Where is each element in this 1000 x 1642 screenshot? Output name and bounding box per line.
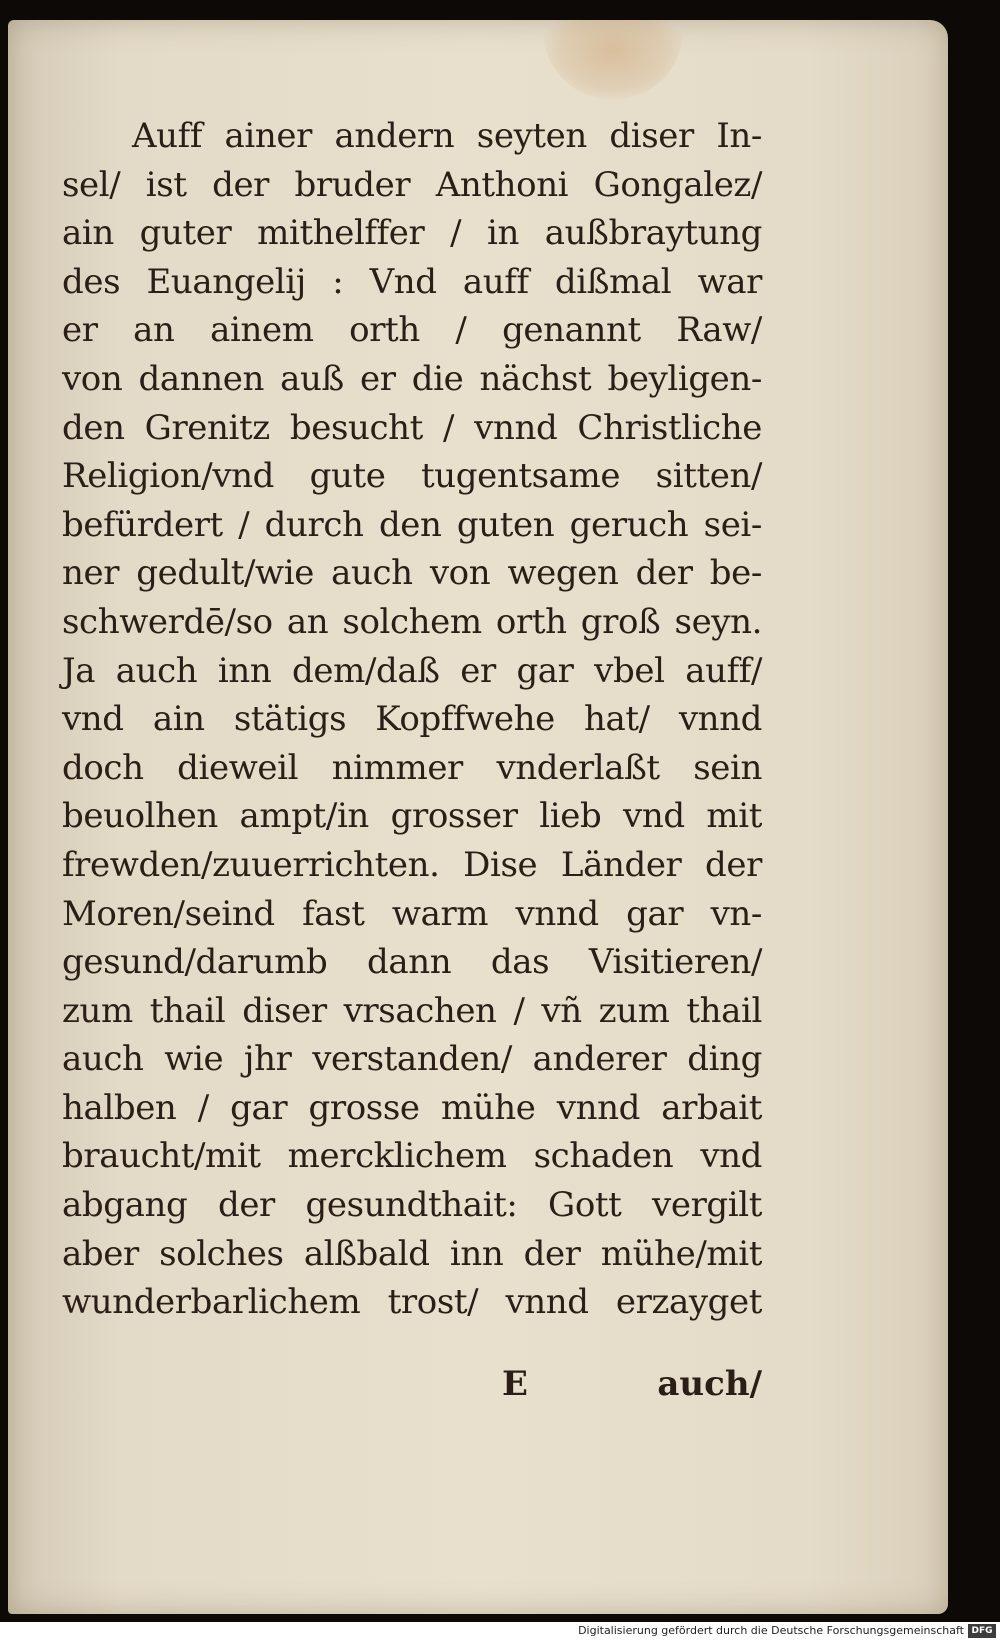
text-line: ain guter mithelffer / in außbraytung: [62, 213, 762, 254]
text-line: befürdert / durch den guten geruch sei-: [62, 504, 762, 545]
text-line: vnd ain stätigs Kopffwehe hat/ vnnd: [62, 699, 762, 740]
text-line: Moren/seind fast warm vnnd gar vn-: [62, 893, 762, 934]
text-line: er an ainem orth / genannt Raw/: [62, 310, 762, 351]
text-line: Religion/vnd gute tugentsame sitten/: [62, 456, 762, 497]
text-line: beuolhen ampt/in grosser lieb vnd mit: [62, 796, 762, 837]
water-stain: [543, 20, 683, 100]
text-line: abgang der gesundthait: Gott vergilt: [62, 1185, 762, 1226]
text-line: ner gedult/wie auch von wegen der be-: [62, 553, 762, 594]
text-line: aber solches alßbald inn der mühe/mit: [62, 1233, 762, 1274]
text-line: von dannen auß er die nächst beyligen-: [62, 358, 762, 399]
credit-bar: [0, 1622, 1000, 1642]
text-line: frewden/zuuerrichten. Dise Länder der: [62, 844, 762, 885]
text-line: des Euangelij : Vnd auff dißmal war: [62, 261, 762, 302]
text-line: den Grenitz besucht / vnnd Christliche: [62, 407, 762, 448]
text-line: schwerdē/so an solchem orth groß seyn.: [62, 601, 762, 642]
text-line: Auff ainer andern seyten diser In-: [132, 116, 762, 156]
text-line: zum thail diser vrsachen / vñ zum thail: [62, 990, 762, 1031]
page-footer: [62, 1364, 762, 1412]
text-line: sel/ ist der bruder Anthoni Gongalez/: [62, 164, 762, 205]
signature-mark: E: [502, 1364, 528, 1404]
catchword: auch/: [657, 1364, 762, 1404]
page-text: [62, 112, 762, 1327]
credit-text: Digitalisierung gefördert durch die Deutsche Forschungsgemeinschaft: [578, 1624, 964, 1637]
text-line: halben / gar grosse mühe vnnd arbait: [62, 1087, 762, 1128]
text-line: braucht/mit mercklichem schaden vnd: [62, 1136, 762, 1177]
text-line: auch wie jhr verstanden/ anderer ding: [62, 1039, 762, 1080]
text-line: wunderbarlichem trost/ vnnd erzayget: [62, 1282, 762, 1323]
text-line: gesund/darumb dann das Visitieren/: [62, 942, 762, 983]
dfg-logo: DFG: [968, 1624, 996, 1638]
text-line: doch dieweil nimmer vnderlaßt sein: [62, 747, 762, 788]
text-line: Ja auch inn dem/daß er gar vbel auff/: [62, 650, 762, 691]
